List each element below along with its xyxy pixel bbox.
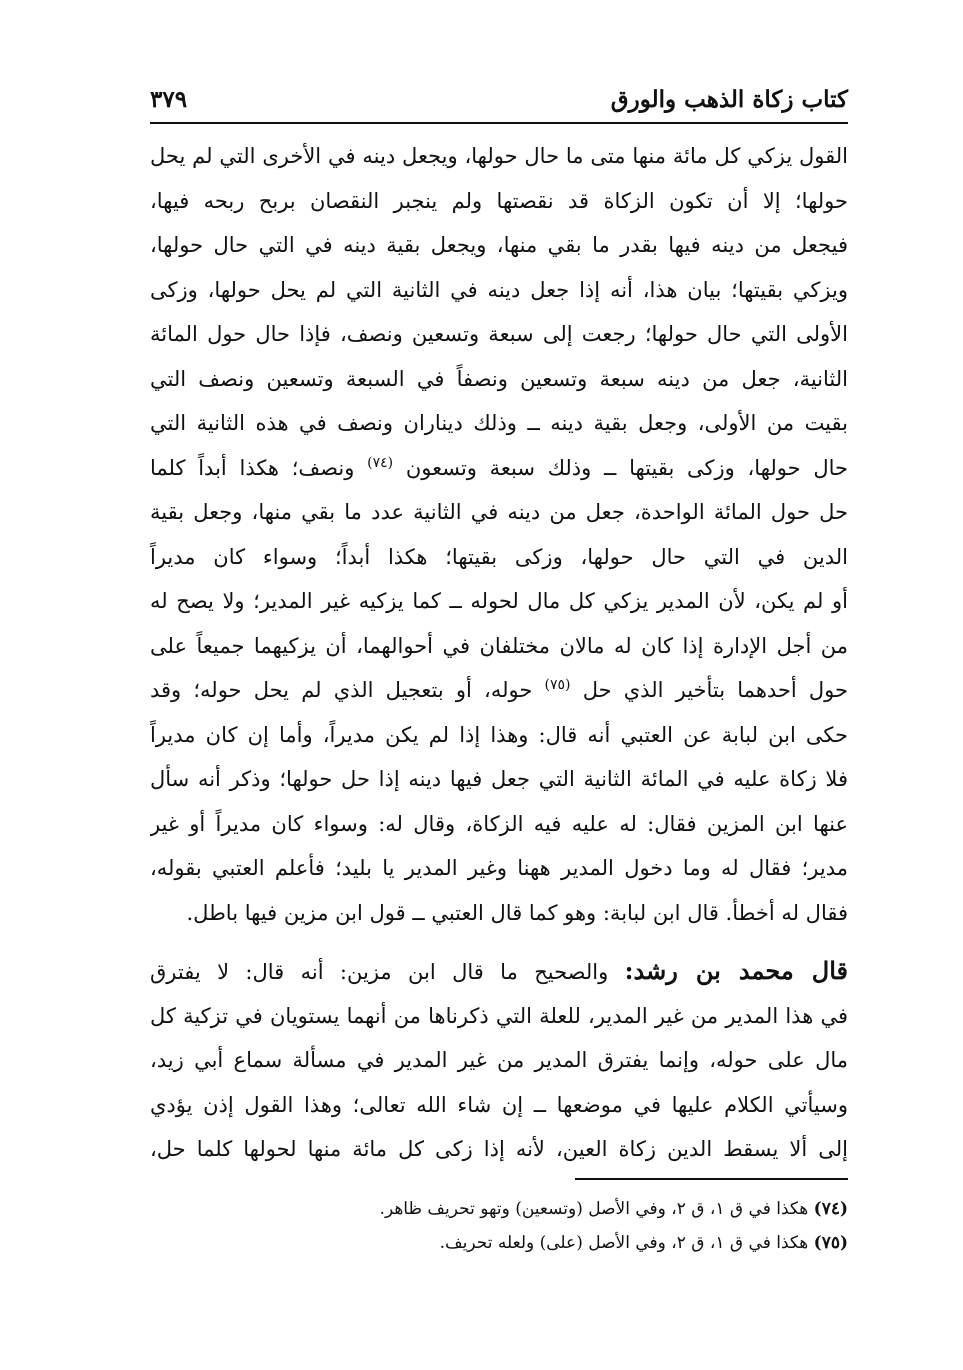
paragraph-gap	[150, 935, 848, 949]
text-line: حكى ابن لبابة عن العتبي أنه قال: وهذا إذا لم يكن مديراً، وأما إن كان مديراً	[150, 722, 848, 747]
footnote-74	[150, 1192, 848, 1226]
footnote-number: (٧٤)	[813, 1199, 848, 1219]
footnote-75	[150, 1226, 848, 1260]
text-line: ويزكي بقيتها؛ بيان هذا، أنه إذا جعل دينه في الثانية التي لم يحل حولها، وزكى	[150, 277, 848, 302]
speaker-heading: قال محمد بن رشد:	[624, 956, 848, 985]
main-text	[150, 134, 848, 1172]
text-segment: ونصف؛ هكذا أبداً كلما	[150, 455, 355, 480]
paragraph-last-line: فقال له أخطأ. قال ابن لبابة: وهو كما قال العتبي ــ قول ابن مزين فيها باطل.	[186, 900, 848, 925]
text-line: القول يزكي كل مائة منها متى ما حال حولها، ويجعل دينه في الأخرى التي لم يحل	[150, 144, 848, 168]
text-line: حل حول المائة الواحدة، جعل من دينه في الثانية عدد ما بقي منها، وجعل بقية	[150, 500, 848, 524]
footnote-divider	[575, 1178, 848, 1180]
text-segment: حوله، أو بتعجيل الذي لم يحل حوله؛ وقد	[150, 678, 533, 702]
footnote-text: هكذا في ق ١، ق ٢، وفي الأصل (وتسعين) وتهو تحريف ظاهر.	[379, 1199, 809, 1219]
text-line: في هذا المدير من غير المدير، للعلة التي ذكرناها من أنهما يستويان في تزكية كل	[150, 1003, 848, 1028]
footnote-text: هكذا في ق ١، ق ٢، وفي الأصل (على) ولعله تحريف.	[439, 1233, 809, 1253]
text-line: حولها؛ إلا أن تكون الزكاة قد نقصتها ولم ينجبر النقصان بربح ربحه فيها،	[150, 188, 848, 213]
text-segment: والصحيح ما قال ابن مزين: أنه قال: لا يفترق	[150, 960, 609, 984]
text-line: فلا زكاة عليه في المائة الثانية التي جعل فيها دينه إذا حل حولها؛ وذكر أنه سأل	[150, 767, 848, 791]
page-number: ٣٧٩	[150, 86, 188, 113]
text-line	[150, 949, 848, 994]
running-header	[150, 80, 848, 120]
text-line	[150, 668, 848, 713]
footnote-number: (٧٥)	[813, 1233, 848, 1253]
text-line: الأولى التي حال حولها؛ رجعت إلى سبعة وتسعين ونصف، فإذا حال حول المائة	[150, 322, 848, 346]
text-line: الثانية، جعل من دينه سبعة وتسعين ونصفاً في السبعة وتسعين ونصف التي	[150, 366, 848, 391]
text-line: فيجعل من دينه فيها بقدر ما بقي منها، ويجعل بقية دينه في التي حال حولها،	[150, 233, 848, 257]
text-segment: حول أحدهما بتأخير الذي حل	[582, 678, 848, 702]
text-line: وسيأتي الكلام عليها في موضعها ــ إن شاء الله تعالى؛ وهذا القول إذن يؤدي	[150, 1092, 848, 1117]
text-line: مدير؛ فقال له وما دخول المدير ههنا وغير المدير يا بليد؛ فأعلم العتبي بقوله،	[150, 856, 848, 880]
footnote-reference-74: (٧٤)	[367, 454, 394, 471]
text-line: مال على حوله، وإنما يفترق المدير من غير المدير في مسألة سماع أبي زيد،	[150, 1048, 848, 1072]
text-line: إلى ألا يسقط الدين زكاة العين، لأنه إذا زكى كل مائة منها لحولها كلما حل،	[150, 1137, 848, 1161]
text-segment: حال حولها، وزكى بقيتها ــ وذلك سبعة وتسعون	[405, 455, 848, 480]
text-line: بقيت من الأولى، وجعل بقية دينه ــ وذلك ديناران ونصف في هذه الثانية التي	[150, 411, 848, 435]
text-line: من أجل الإدارة إذا كان له مالان مختلفان في أحوالهما، أن يزكيهما جميعاً على	[150, 633, 848, 658]
text-line: أو لم يكن، لأن المدير يزكي كل مال لحوله ــ كما يزكيه غير المدير؛ ولا يصح له	[150, 589, 848, 613]
book-title: كتاب زكاة الذهب والورق	[610, 86, 848, 113]
footnotes	[150, 1192, 848, 1260]
header-divider	[150, 122, 848, 124]
footnote-reference-75: (٧٥)	[544, 677, 571, 693]
text-line: الدين في التي حال حولها، وزكى بقيتها؛ هكذا أبداً؛ وسواء كان مديراً	[150, 544, 848, 569]
text-line	[150, 446, 848, 491]
text-line: عنها ابن المزين فقال: له عليه فيه الزكاة، وقال له: وسواء كان مديراً أو غير	[150, 811, 848, 836]
